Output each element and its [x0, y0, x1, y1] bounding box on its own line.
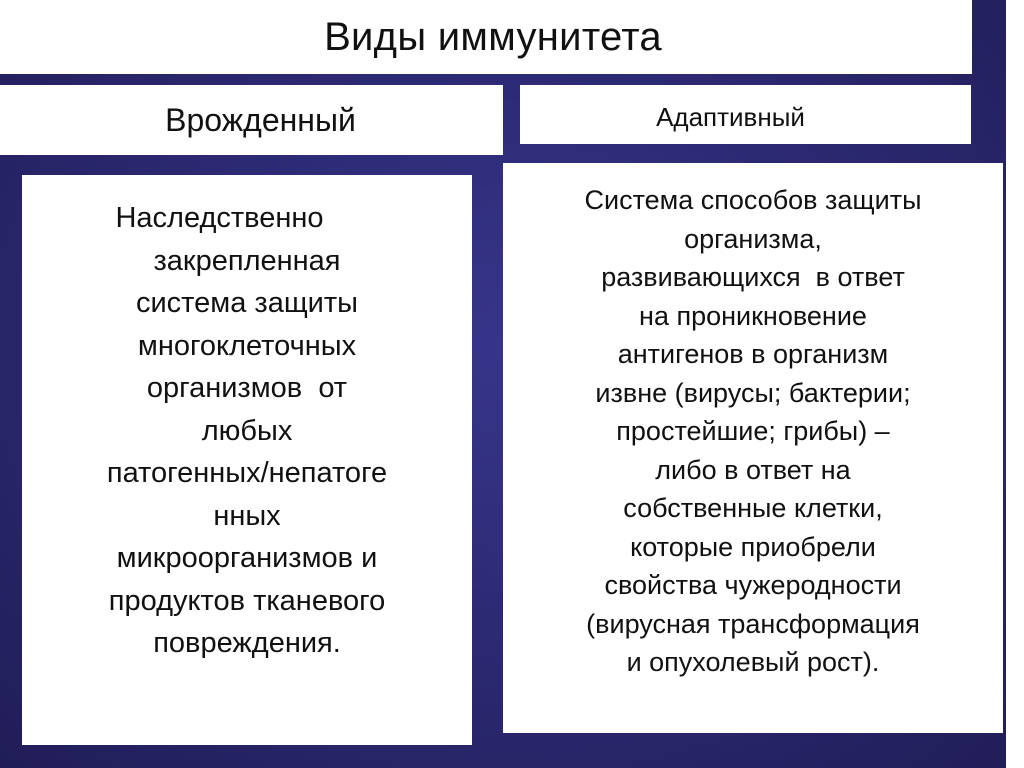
innate-line: закрепленная: [153, 244, 341, 277]
adaptive-line: (вирусная трансформация: [586, 608, 920, 639]
title-box: [0, 0, 972, 74]
adaptive-line: извне (вирусы; бактерии;: [595, 377, 911, 408]
innate-description-box: [22, 175, 472, 745]
innate-line: система защиты: [135, 287, 359, 319]
innate-line: Наследственно: [115, 202, 324, 234]
adaptive-line: Система способов защиты: [584, 185, 922, 215]
innate-header: Врожденный: [165, 101, 356, 138]
adaptive-header: Адаптивный: [656, 102, 805, 132]
adaptive-line: собственные клетки,: [623, 493, 883, 523]
innate-line: нных: [213, 499, 281, 532]
adaptive-line: и опухолевый рост).: [626, 647, 880, 677]
innate-line: продуктов тканевого: [108, 584, 386, 617]
innate-line: организмов от: [146, 372, 348, 404]
innate-line: микроорганизмов и: [116, 542, 378, 574]
adaptive-line: свойства чужеродности: [604, 570, 902, 600]
innate-line: патогенных/непатоге: [106, 457, 388, 489]
adaptive-line: организма,: [684, 223, 822, 254]
innate-line: любых: [201, 414, 293, 447]
innate-line: многоклеточных: [137, 329, 357, 362]
innate-line: повреждения.: [153, 627, 341, 659]
adaptive-line: антигенов в организм: [617, 339, 889, 369]
innate-header-box: [0, 85, 503, 155]
adaptive-line: развивающихся в ответ: [601, 262, 905, 292]
slide-edge-strip: [1006, 0, 1024, 768]
innate-description: [22, 197, 472, 665]
adaptive-line: простейшие; грибы) –: [616, 416, 890, 446]
adaptive-line: либо в ответ на: [655, 454, 851, 485]
adaptive-line: которые приобрели: [630, 531, 876, 562]
adaptive-description-box: [503, 163, 1003, 733]
slide-title: Виды иммунитета: [324, 14, 662, 59]
adaptive-description: [503, 181, 1003, 682]
adaptive-header-box: [520, 85, 971, 144]
adaptive-line: на проникновение: [639, 300, 867, 331]
